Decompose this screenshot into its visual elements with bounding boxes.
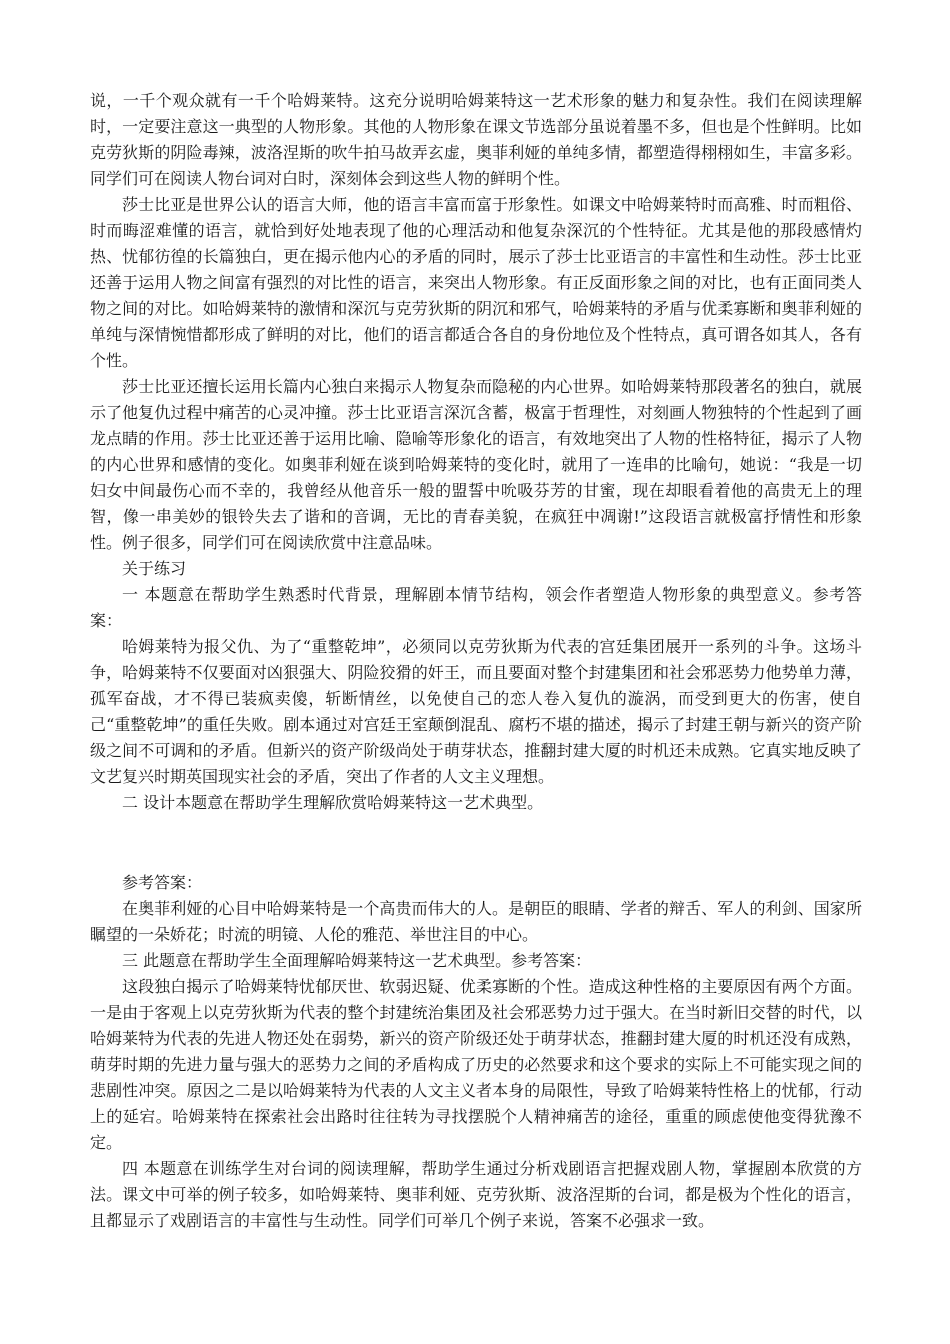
exercise-item: 三 此题意在帮助学生全面理解哈姆莱特这一艺术典型。参考答案： <box>122 951 592 970</box>
blank-gap <box>90 816 862 870</box>
exercise-item: 一 本题意在帮助学生熟悉时代背景，理解剧本情节结构，领会作者塑造人物形象的典型意义。参考答案： <box>90 585 862 630</box>
answer-label: 参考答案： <box>122 873 203 892</box>
document-page <box>90 88 862 1234</box>
exercise-item: 二 设计本题意在帮助学生理解欣赏哈姆莱特这一艺术典型。 <box>122 793 544 812</box>
paragraph: 莎士比亚还擅长运用长篇内心独白来揭示人物复杂而隐秘的内心世界。如哈姆莱特那段著名的独白，就展示了他复仇过程中痛苦的心灵冲撞。莎士比亚语言深沉含蓄，极富于哲理性，对刻画人物独特的个性起到了画龙点睛的作用。莎士比亚还善于运用比喻、隐喻等形象化的语言，有效地突出了人物的性格特征，揭示了人物的内心世界和感情的变化。如奥菲利娅在谈到哈姆莱特的变化时，就用了一连串的比喻句，她说：“我是一切妇女中间最伤心而不幸的，我曾经从他音乐一般的盟誓中吮吸芬芳的甘蜜，现在却眼看着他的高贵无上的理智，像一串美妙的银铃失去了谐和的音调，无比的青春美貌，在疯狂中凋谢!”这段语言就极富抒情性和形象性。例子很多，同学们可在阅读欣赏中注意品味。 <box>90 377 862 552</box>
paragraph: 在奥菲利娅的心目中哈姆莱特是一个高贵而伟大的人。是朝臣的眼睛、学者的辩舌、军人的利剑、国家所瞩望的一朵娇花；时流的明镜、人伦的雅范、举世注目的中心。 <box>90 899 862 944</box>
section-heading: 关于练习 <box>122 559 187 578</box>
paragraph: 莎士比亚是世界公认的语言大师，他的语言丰富而富于形象性。如课文中哈姆莱特时而高雅、时而粗俗、时而晦涩难懂的语言，就恰到好处地表现了他的心理活动和他复杂深沉的个性特征。尤其是他的那段感情灼热、忧郁彷徨的长篇独白，更在揭示他内心的矛盾的同时，展示了莎士比亚语言的丰富性和生动性。莎士比亚还善于运用人物之间富有强烈的对比性的语言，来突出人物形象。有正反面形象之间的对比，也有正面同类人物之间的对比。如哈姆莱特的激情和深沉与克劳狄斯的阴沉和邪气，哈姆莱特的矛盾与优柔寡断和奥菲利娅的单纯与深情惋惜都形成了鲜明的对比，他们的语言都适合各自的身份地位及个性特点，真可谓各如其人，各有个性。 <box>90 195 862 370</box>
paragraph: 说，一千个观众就有一千个哈姆莱特。这充分说明哈姆莱特这一艺术形象的魅力和复杂性。我们在阅读理解时，一定要注意这一典型的人物形象。其他的人物形象在课文节选部分虽说着墨不多，但也是个性鲜明。比如克劳狄斯的阴险毒辣，波洛涅斯的吹牛拍马故弄玄虚，奥菲利娅的单纯多情，都塑造得栩栩如生，丰富多彩。同学们可在阅读人物台词对白时，深刻体会到这些人物的鲜明个性。 <box>90 91 862 188</box>
paragraph: 这段独白揭示了哈姆莱特忧郁厌世、软弱迟疑、优柔寡断的个性。造成这种性格的主要原因有两个方面。一是由于客观上以克劳狄斯为代表的整个封建统治集团及社会邪恶势力过于强大。在当时新旧交替的时代，以哈姆莱特为代表的先进人物还处在弱势，新兴的资产阶级还处于萌芽状态，推翻封建大厦的时机还没有成熟，萌芽时期的先进力量与强大的恶势力之间的矛盾构成了历史的必然要求和这个要求的实际上不可能实现之间的悲剧性冲突。原因之二是以哈姆莱特为代表的人文主义者本身的局限性，导致了哈姆莱特性格上的忧郁，行动上的延宕。哈姆莱特在探索社会出路时往往转为寻找摆脱个人精神痛苦的途径，重重的顾虑使他变得犹豫不定。 <box>90 977 862 1152</box>
exercise-item: 四 本题意在训练学生对台词的阅读理解，帮助学生通过分析戏剧语言把握戏剧人物，掌握剧本欣赏的方法。课文中可举的例子较多，如哈姆莱特、奥菲利娅、克劳狄斯、波洛涅斯的台词，都是极为个性化的语言，且都显示了戏剧语言的丰富性与生动性。同学们可举几个例子来说，答案不必强求一致。 <box>90 1159 862 1230</box>
paragraph: 哈姆莱特为报父仇、为了“重整乾坤”，必须同以克劳狄斯为代表的宫廷集团展开一系列的斗争。这场斗争，哈姆莱特不仅要面对凶狠强大、阴险狡猾的奸王，而且要面对整个封建集团和社会邪恶势力他势单力薄，孤军奋战，才不得已装疯卖傻，斩断情丝，以免使自己的恋人卷入复仇的漩涡，而受到更大的伤害，使自己“重整乾坤”的重任失败。剧本通过对宫廷王室颠倒混乱、腐朽不堪的描述，揭示了封建王朝与新兴的资产阶级之间不可调和的矛盾。但新兴的资产阶级尚处于萌芽状态，推翻封建大厦的时机还未成熟。它真实地反映了文艺复兴时期英国现实社会的矛盾，突出了作者的人文主义理想。 <box>90 637 862 786</box>
